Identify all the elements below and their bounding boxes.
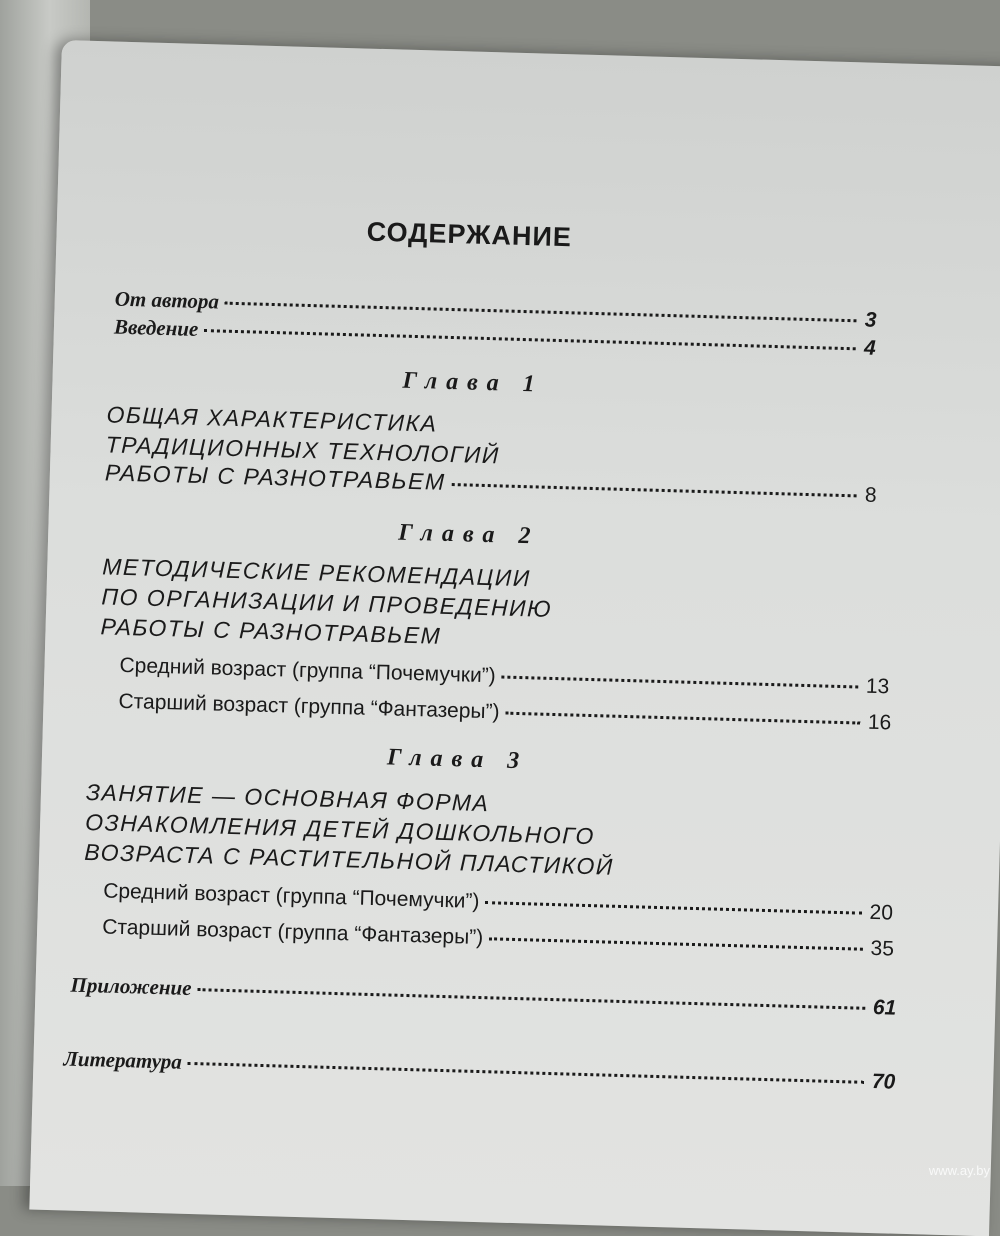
dot-leader — [225, 302, 857, 323]
toc-entry-page: 70 — [871, 1070, 896, 1094]
toc-entry-page: 3 — [864, 308, 877, 332]
toc-entry-label: Средний возраст (группа “Почемучки”) — [119, 653, 497, 688]
toc-entry-page: 35 — [870, 936, 895, 961]
chapter-3-heading-line: ВОЗРАСТА С РАСТИТЕЛЬНОЙ ПЛАСТИКОЙ — [83, 838, 615, 880]
toc-entry-label: Старший возраст (группа “Фантазеры”) — [101, 915, 484, 950]
dot-leader — [505, 712, 859, 725]
page-title: СОДЕРЖАНИЕ — [366, 216, 573, 253]
dot-leader — [489, 937, 862, 950]
chapter-2-sub-entry — [118, 690, 891, 736]
chapter-2-heading-line: ПО ОРГАНИЗАЦИИ И ПРОВЕДЕНИЮ — [101, 583, 553, 622]
toc-entry-label: Средний возраст (группа “Почемучки”) — [102, 879, 480, 913]
toc-entry-page: 13 — [865, 674, 890, 699]
toc-entry-label: Приложение — [70, 972, 192, 1000]
toc-entry-literature — [63, 1046, 895, 1094]
dot-leader — [204, 329, 856, 350]
chapter-1-label: Глава 1 — [402, 367, 545, 398]
watermark: www.ay.by — [928, 1163, 990, 1178]
chapter-3-label: Глава 3 — [386, 744, 529, 775]
toc-entry-label: Введение — [113, 314, 199, 341]
toc-entry-label: Старший возраст (группа “Фантазеры”) — [118, 689, 500, 724]
toc-entry-label: Литература — [63, 1046, 183, 1074]
dot-leader — [188, 1062, 864, 1084]
dot-leader — [485, 901, 861, 915]
toc-entry-page: 61 — [872, 996, 897, 1020]
dot-leader — [197, 988, 864, 1010]
dot-leader — [452, 483, 857, 497]
chapter-3-heading-line: ЗАНЯТИЕ — ОСНОВНАЯ ФОРМА — [85, 778, 490, 817]
chapter-2-label: Глава 2 — [398, 519, 540, 550]
book-page — [29, 40, 1000, 1236]
toc-entry-page: 4 — [863, 336, 877, 360]
toc-entry-appendix — [70, 973, 896, 1021]
toc-entry-label: От автора — [114, 286, 220, 314]
toc-entry-page: 16 — [867, 710, 892, 735]
chapter-2-heading-line: МЕТОДИЧЕСКИЕ РЕКОМЕНДАЦИИ — [101, 553, 532, 592]
chapter-2-heading-line: РАБОТЫ С РАЗНОТРАВЬЕМ — [100, 613, 442, 649]
chapter-3-heading-line: ОЗНАКОМЛЕНИЯ ДЕТЕЙ ДОШКОЛЬНОГО — [84, 808, 596, 850]
chapter-1-heading-line: ТРАДИЦИОННЫХ ТЕХНОЛОГИЙ — [105, 431, 501, 469]
toc-entry-page: 20 — [869, 900, 894, 925]
chapter-3-sub-entry — [102, 915, 894, 961]
chapter-1-heading-line: РАБОТЫ С РАЗНОТРАВЬЕМ — [104, 459, 446, 495]
dot-leader — [502, 676, 858, 689]
toc-entry-page: 8 — [864, 483, 877, 507]
chapter-1-heading-line: ОБЩАЯ ХАРАКТЕРИСТИКА — [106, 401, 438, 437]
